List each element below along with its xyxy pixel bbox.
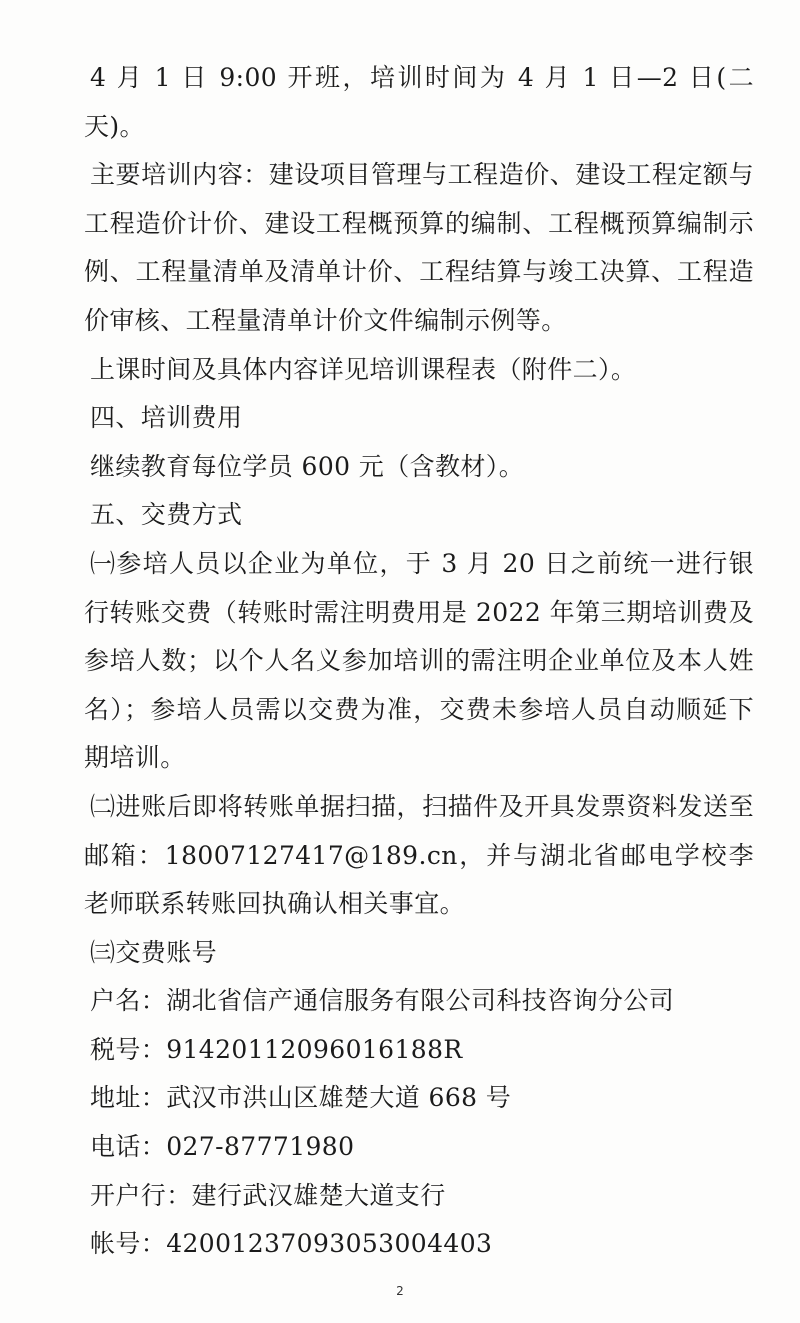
paragraph-training-content: 主要培训内容：建设项目管理与工程造价、建设工程定额与工程造价计价、建设工程概预算的编制、工程概预算编制示例、工程量清单及清单计价、工程结算与竣工决算、工程造价审核、工程量清单计价文件编制示例等。 [84,160,754,335]
page-number: 2 [396,1284,404,1298]
paragraph-payment-item-1: ㈠参培人员以企业为单位，于 3 月 20 日之前统一进行银行转账交费（转账时需注明费用是 2022 年第三期培训费及参培人数；以个人名义参加培训的需注明企业单位及本人姓名）；参培人员需以交费为准，交费未参培人员自动顺延下期培训。 [84,548,754,773]
tax-number: 税号：91420112096016188R [90,1034,463,1064]
heading-training-fee: 四、培训费用 [90,403,243,433]
phone: 电话：027-87771980 [90,1132,355,1162]
heading-payment-method: 五、交费方式 [90,500,243,530]
bank-branch: 开户行：建行武汉雄楚大道支行 [90,1180,446,1210]
heading-payment-account: ㈢交费账号 [90,937,218,967]
paragraph-payment-item-2: ㈡进账后即将转账单据扫描，扫描件及开具发票资料发送至邮箱：18007127417@189.cn，并与湖北省邮电学校李老师联系转账回执确认相关事宜。 [84,791,754,919]
document-body [84,54,754,1269]
address: 地址：武汉市洪山区雄楚大道 668 号 [90,1083,512,1113]
paragraph-fee-amount: 继续教育每位学员 600 元（含教材）。 [90,451,525,481]
paragraph-schedule: 4 月 1 日 9:00 开班，培训时间为 4 月 1 日—2 日(二天)。 [84,63,754,141]
account-name: 户名：湖北省信产通信服务有限公司科技咨询分公司 [90,986,675,1016]
paragraph-course-table: 上课时间及具体内容详见培训课程表（附件二）。 [90,354,637,384]
account-number: 帐号：42001237093053004403 [90,1229,493,1259]
